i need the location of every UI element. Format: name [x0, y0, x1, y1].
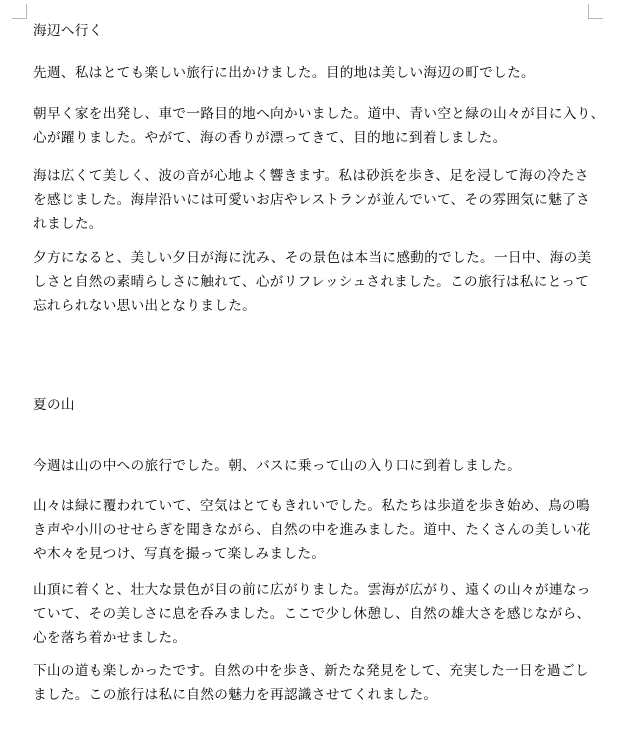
paragraph-line: 今週は山の中への旅行でした。朝、バスに乗って山の入り口に到着しました。 — [33, 458, 522, 474]
paragraph[interactable] — [33, 102, 605, 150]
paragraph-line: 下山の道も楽しかったです。自然の中を歩き、新たな発見をして、充実した一日を過ごし — [33, 663, 589, 679]
paragraph-line: 忘れられない思い出となりました。 — [33, 298, 257, 314]
paragraph-line: れました。 — [33, 216, 103, 232]
paragraph-line: 海は広くて美しく、波の音が心地よく響きます。私は砂浜を歩き、足を浸して海の冷たさ — [33, 168, 589, 184]
section-title[interactable] — [33, 19, 593, 43]
paragraph[interactable] — [33, 61, 593, 85]
paragraph-line: 山々は緑に覆われていて、空気はとてもきれいでした。私たちは歩道を歩き始め、鳥の鳴 — [33, 498, 590, 514]
paragraph-line: 夕方になると、美しい夕日が海に沈み、その景色は本当に感動的でした。一日中、海の美 — [33, 250, 592, 266]
paragraph-line: 心が躍りました。やがて、海の香りが漂ってきて、目的地に到着しました。 — [33, 130, 507, 146]
section-title-text: 海辺へ行く — [33, 23, 103, 39]
paragraph[interactable] — [33, 454, 593, 478]
paragraph-line: き声や小川のせせらぎを聞きながら、自然の中を進みました。道中、たくさんの美しい花 — [33, 522, 591, 538]
paragraph-line: 先週、私はとても楽しい旅行に出かけました。目的地は美しい海辺の町でした。 — [33, 65, 535, 81]
page-corner-mark-left — [12, 4, 27, 19]
paragraph-line: を感じました。海岸沿いには可愛いお店やレストランが並んでいて、その雰囲気に魅了さ — [33, 192, 591, 208]
paragraph-line: 心を落ち着かせました。 — [33, 630, 187, 646]
paragraph[interactable] — [33, 578, 593, 650]
paragraph-line: や木々を見つけ、写真を撮って楽しみました。 — [33, 546, 326, 562]
paragraph[interactable] — [33, 494, 593, 566]
paragraph-line: 朝早く家を出発し、車で一路目的地へ向かいました。道中、青い空と緑の山々が目に入り、 — [33, 106, 605, 122]
section-title[interactable] — [33, 393, 593, 417]
paragraph-line: 山頂に着くと、壮大な景色が目の前に広がりました。雲海が広がり、遠くの山々が連なっ — [33, 582, 591, 598]
paragraph-line: ました。この旅行は私に自然の魅力を再認識させてくれました。 — [33, 687, 438, 703]
paragraph[interactable] — [33, 246, 593, 318]
page-corner-mark-right — [588, 4, 603, 19]
paragraph[interactable] — [33, 164, 593, 236]
paragraph[interactable] — [33, 659, 593, 707]
paragraph-line: ていて、その美しさに息を呑みました。ここで少し休憩し、自然の雄大さを感じながら、 — [33, 606, 591, 622]
paragraph-line: しさと自然の素晴らしさに触れて、心がリフレッシュされました。この旅行は私にとって — [33, 274, 590, 290]
section-title-text: 夏の山 — [33, 397, 75, 413]
